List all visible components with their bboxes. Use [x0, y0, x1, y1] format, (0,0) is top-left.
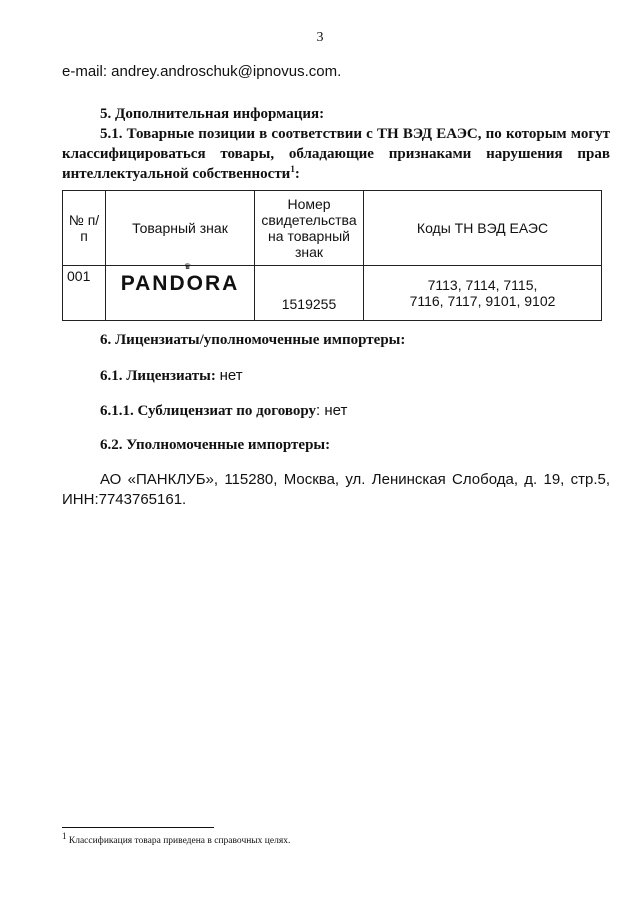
footnote-text: Классификация товара приведена в справочных целях. [68, 836, 291, 847]
importers-heading: 6.2. Уполномоченные импортеры: [100, 437, 331, 453]
codes-line-2: 7116, 7117, 9101, 9102 [409, 293, 556, 309]
row-number: 001 [63, 266, 106, 321]
codes-line-1: 7113, 7114, 7115, [427, 277, 538, 293]
header-number: № п/п [63, 191, 106, 266]
licensees-line [100, 366, 610, 386]
importer-text: АО «ПАНКЛУБ», 115280, Москва, ул. Ленинская Слобода, д. 19, стр.5, ИНН:7743765161. [62, 471, 610, 508]
email-line: e-mail: andrey.androschuk@ipnovus.com. [62, 63, 342, 80]
row-codes [364, 266, 602, 321]
section-5-heading: 5. Дополнительная информация: [100, 106, 325, 122]
sublicensee-line [100, 401, 610, 421]
footnote [62, 831, 291, 847]
header-codes: Коды ТН ВЭД ЕАЭС [364, 191, 602, 266]
section-5-1-colon: : [294, 166, 300, 182]
page-number: 3 [316, 30, 324, 45]
table-header-row [63, 191, 602, 266]
licensees-label: 6.1. Лицензиаты: [100, 368, 216, 384]
footnote-mark: 1 [62, 831, 67, 841]
sublicensee-value: : нет [315, 402, 348, 419]
footnote-reference[interactable]: 1 [290, 164, 295, 174]
crown-icon: ♛ [184, 262, 192, 271]
footnote-divider [62, 827, 214, 828]
table-row [63, 266, 602, 321]
licensees-value: нет [219, 367, 243, 384]
pandora-logo [110, 262, 250, 296]
header-certificate: Номер свидетельства на товарный знак [255, 191, 364, 266]
header-trademark: Товарный знак [106, 191, 255, 266]
row-trademark [106, 262, 255, 321]
section-6-heading: 6. Лицензиаты/уполномоченные импортеры: [100, 332, 406, 348]
section-5-1-heading [62, 124, 610, 184]
trademark-name: PANDORA [120, 272, 240, 295]
row-certificate: 1519255 [255, 266, 364, 321]
section-5-1-text: 5.1. Товарные позиции в соответствии с ТН ВЭД ЕАЭС, по которым могут классифицироваться товары, обладающие признаками нарушения прав интеллектуальной собственности [62, 126, 610, 182]
goods-table [62, 190, 602, 321]
sublicensee-label: 6.1.1. Сублицензиат по договору [100, 403, 316, 419]
